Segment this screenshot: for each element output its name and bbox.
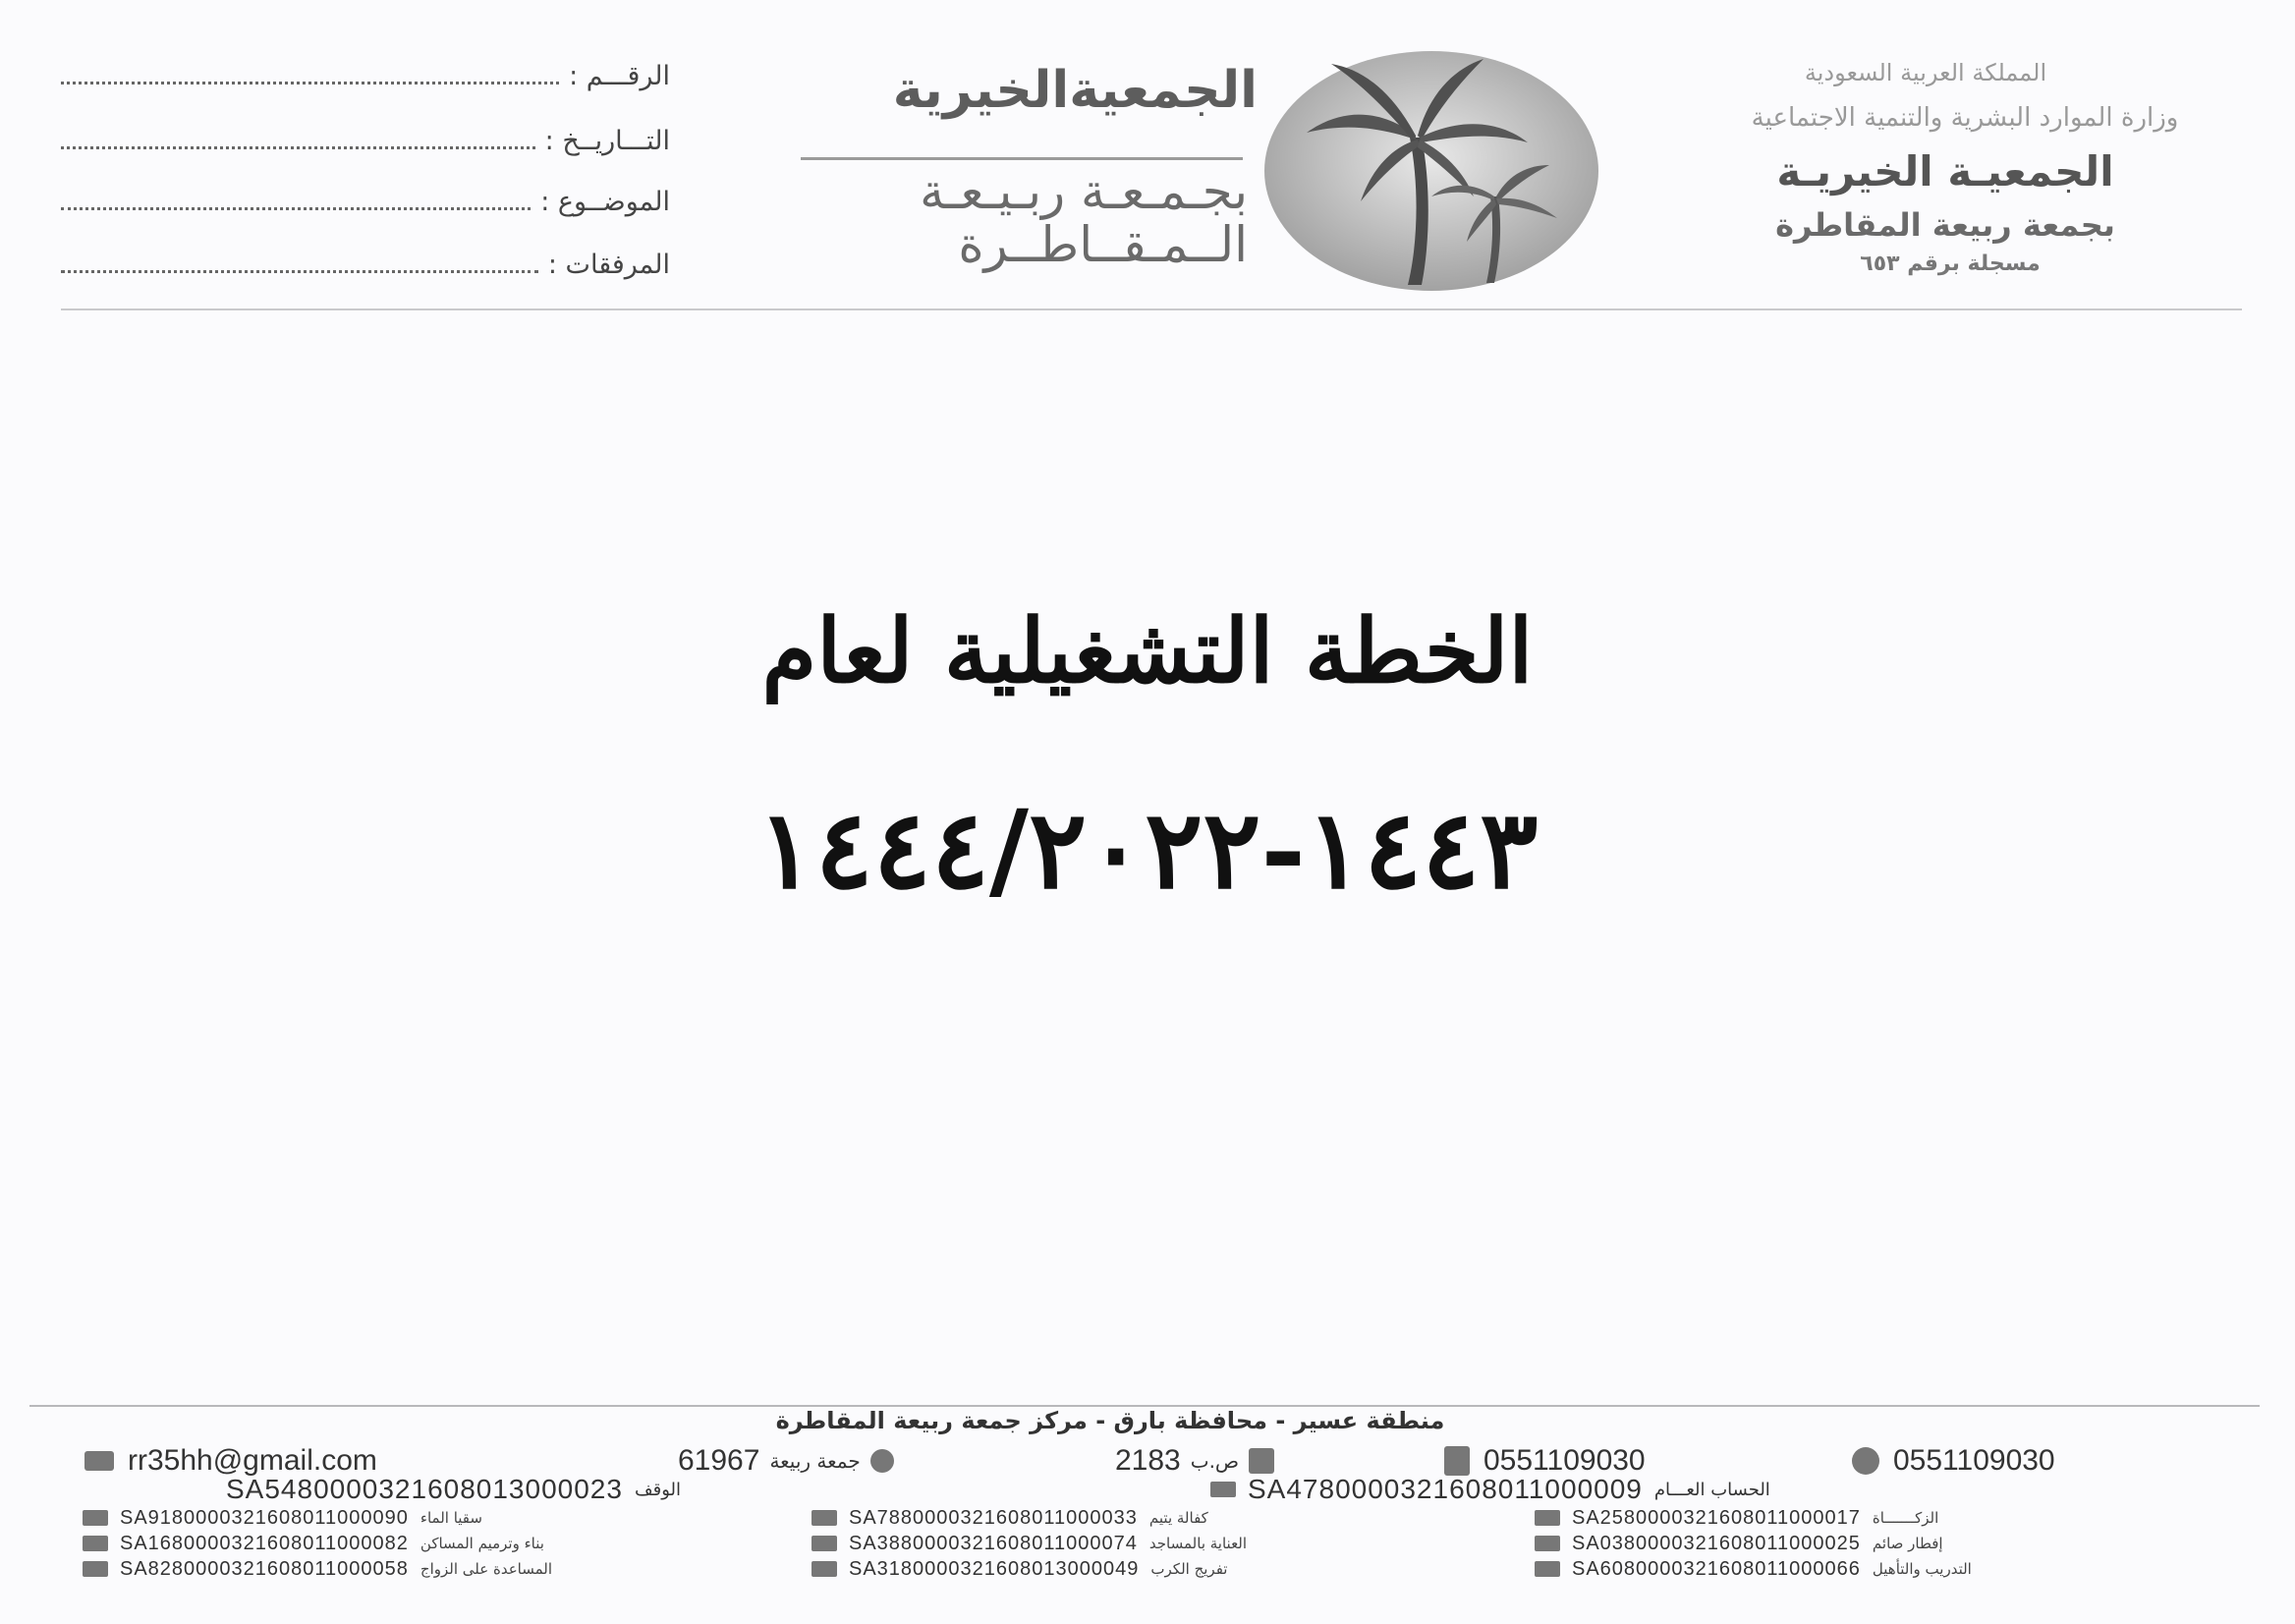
account-iban: SA3180000321608013000049 <box>849 1557 1140 1580</box>
bank-icon <box>1535 1561 1560 1577</box>
account-name: الزكـــــــاة <box>1872 1509 1939 1527</box>
bank-icon <box>83 1510 108 1526</box>
form-attachments-line <box>61 270 538 273</box>
bank-icon <box>812 1510 837 1526</box>
form-attachments-row <box>61 240 670 289</box>
form-subject-line <box>61 207 531 210</box>
account-name: كفالة يتيم <box>1148 1509 1208 1527</box>
footer-po-box-number: 2183 <box>1115 1444 1181 1477</box>
postal-icon <box>870 1449 894 1473</box>
general-iban: SA4780000321608011000009 <box>1248 1474 1643 1504</box>
waqf-iban: SA5480000321608013000023 <box>226 1474 623 1504</box>
account-name: بناء وترميم المساكن <box>420 1535 544 1552</box>
brand-line-3: الــمـقــاطــرة <box>958 216 1248 273</box>
footer-whatsapp-number: 0551109030 <box>1893 1444 2055 1477</box>
general-label: الحساب العـــام <box>1653 1479 1770 1500</box>
account-iban: SA6080000321608011000066 <box>1572 1557 1861 1580</box>
form-date-line <box>61 146 535 149</box>
account-iban: SA1680000321608011000082 <box>120 1532 409 1554</box>
account-relief <box>812 1556 1227 1582</box>
footer-email[interactable] <box>84 1444 377 1478</box>
palm-logo <box>1262 49 1601 297</box>
form-date-row <box>61 116 670 165</box>
brand-divider <box>801 157 1243 160</box>
gov-charity-name: الجمعيـة الخيريـة <box>1776 147 2114 196</box>
account-name: إفطار صائم <box>1872 1535 1943 1552</box>
phone-icon <box>1444 1446 1470 1476</box>
footer-general-account <box>1210 1474 1770 1505</box>
bank-icon <box>812 1561 837 1577</box>
account-iban: SA7880000321608011000033 <box>849 1506 1138 1529</box>
bank-icon <box>1535 1510 1560 1526</box>
account-training <box>1535 1556 1972 1582</box>
account-name: التدريب والتأهيل <box>1872 1560 1972 1578</box>
account-mosques <box>812 1531 1247 1556</box>
account-marriage <box>83 1556 552 1582</box>
gov-kingdom: المملكة العربية السعودية <box>1804 59 2047 86</box>
brand-title: الجمعيةالخيرية <box>892 61 1258 120</box>
document-title: الخطة التشغيلية لعام <box>761 599 1534 703</box>
footer-email-text: rr35hh@gmail.com <box>128 1444 377 1477</box>
account-name: سقيا الماء <box>420 1509 482 1527</box>
bank-icon <box>1535 1536 1560 1551</box>
account-iban: SA8280000321608011000058 <box>120 1557 409 1580</box>
account-iban: SA2580000321608011000017 <box>1572 1506 1861 1529</box>
account-housing <box>83 1531 544 1556</box>
footer-phone[interactable] <box>1444 1444 1646 1478</box>
footer-postal-label: جمعة ربيعة <box>769 1449 861 1473</box>
footer-postal <box>678 1444 894 1478</box>
header-divider <box>61 308 2242 310</box>
waqf-label: الوقف <box>634 1479 681 1500</box>
document-years: ١٤٤٣-١٤٤٤/٢٠٢٢ <box>756 786 1539 913</box>
account-orphan <box>812 1505 1208 1531</box>
account-iftar <box>1535 1531 1943 1556</box>
mailbox-icon <box>1249 1448 1274 1474</box>
brand-line-2: بجـمـعـة ربـيـعـة <box>920 163 1248 220</box>
gov-ministry: وزارة الموارد البشرية والتنمية الاجتماعية <box>1751 103 2179 133</box>
account-name: المساعدة على الزواج <box>420 1560 553 1578</box>
account-zakat <box>1535 1505 1938 1531</box>
whatsapp-icon <box>1852 1447 1879 1475</box>
bank-icon <box>1210 1482 1236 1497</box>
account-iban: SA0380000321608011000025 <box>1572 1532 1861 1554</box>
footer-po-box <box>1115 1444 1274 1478</box>
footer-postal-code: 61967 <box>678 1444 760 1477</box>
footer-phone-number: 0551109030 <box>1483 1444 1646 1477</box>
form-number-line <box>61 82 559 84</box>
account-iban: SA3880000321608011000074 <box>849 1532 1138 1554</box>
footer-waqf-account <box>226 1474 681 1505</box>
form-attachments-label: المرفقات : <box>547 249 670 280</box>
footer-address: منطقة عسير - محافظة بارق - مركز جمعة ربيعة المقاطرة <box>775 1407 1445 1434</box>
footer-po-box-label: ص.ب <box>1190 1449 1240 1473</box>
gov-registration: مسجلة برقم ٦٥٣ <box>1860 252 2041 276</box>
form-number-row <box>61 51 670 100</box>
account-iban: SA9180000321608011000090 <box>120 1506 409 1529</box>
account-name: تفريج الكرب <box>1150 1560 1228 1578</box>
form-subject-row <box>61 177 670 226</box>
form-date-label: التـــاريــخ : <box>544 125 670 156</box>
account-water <box>83 1505 482 1531</box>
account-name: العناية بالمساجد <box>1148 1535 1248 1552</box>
bank-icon <box>812 1536 837 1551</box>
gov-charity-location: بجمعة ربيعة المقاطرة <box>1775 206 2115 244</box>
bank-icon <box>83 1561 108 1577</box>
mail-icon <box>84 1451 114 1471</box>
form-subject-label: الموضــوع : <box>540 186 670 217</box>
form-number-label: الرقـــم : <box>569 60 670 91</box>
footer-whatsapp[interactable] <box>1852 1444 2055 1478</box>
bank-icon <box>83 1536 108 1551</box>
